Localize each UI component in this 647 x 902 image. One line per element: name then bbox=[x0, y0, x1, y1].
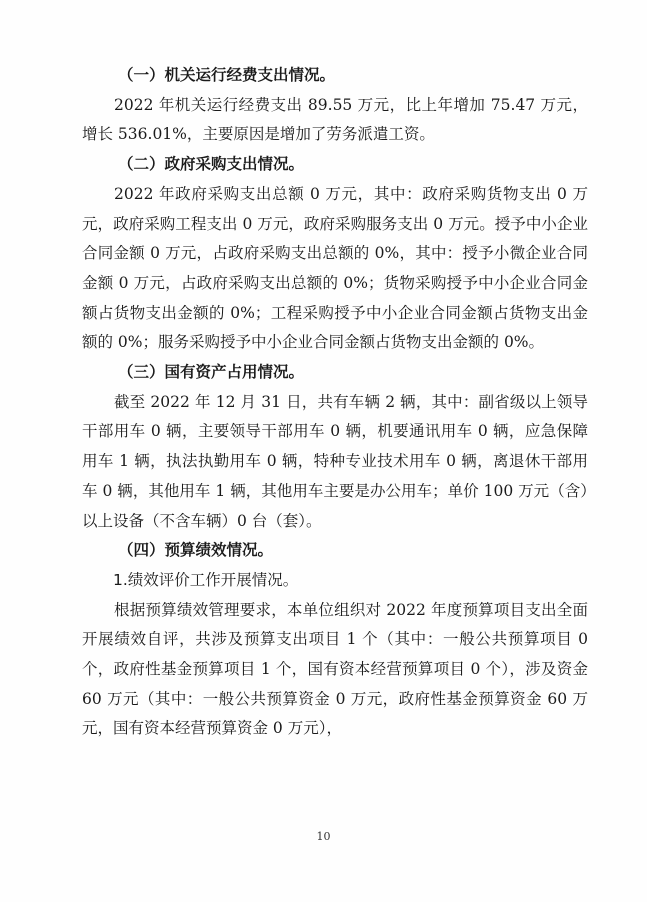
subsection-heading-1: 1.绩效评价工作开展情况。 bbox=[113, 570, 299, 589]
section-heading-1: （一）机关运行经费支出情况。 bbox=[118, 66, 336, 84]
paragraph-2: 2022 年政府采购支出总额 0 万元，其中：政府采购货物支出 0 万元，政府采购工程支出 0 万元，政府采购服务支出 0 万元。授予中小企业合同金额 0 万元，占政府采购支出总额的 0%，其中：授予小微企业合同金额 0 万元，占政府采购支出总额的 0%；货物采购授予中小企业合同金额占货物支出金额的 0%；工程采购授予中小企业合同金额占货物支出金额的 0%；服务采购授予中小企业合同金额占货物支出金额的 0%。 bbox=[82, 184, 588, 352]
section-heading-2: （二）政府采购支出情况。 bbox=[118, 155, 305, 174]
section-heading-4: （四）预算绩效情况。 bbox=[118, 541, 274, 560]
paragraph-1: 2022 年机关运行经费支出 89.55 万元，比上年增加 75.47 万元，增长 536.01%，主要原因是增加了劳务派遣工资。 bbox=[82, 95, 588, 144]
page-number: 10 bbox=[316, 830, 331, 843]
paragraph-3: 截至 2022 年 12 月 31 日，共有车辆 2 辆，其中：副省级以上领导干部用车 0 辆，主要领导干部用车 0 辆，机要通讯用车 0 辆，应急保障用车 1 辆，执法执勤用车 0 辆，特种专业技术用车 0 辆，离退休干部用车 0 辆，其他用车 1 辆，其他用车主要是办公用车；单价 100 万元（含）以上设备（不含车辆）0 台（套）。 bbox=[82, 392, 588, 530]
paragraph-4: 根据预算绩效管理要求，本单位组织对 2022 年度预算项目支出全面开展绩效自评，共涉及预算支出项目 1 个（其中：一般公共预算项目 0 个，政府性基金预算项目 1 个，国有资本经营预算项目 0 个），涉及资金 60 万元（其中：一般公共预算资金 0 万元，政府性基金预算资金 60 万元，国有资本经营预算资金 0 万元）， bbox=[82, 600, 588, 738]
section-heading-3: （三）国有资产占用情况。 bbox=[118, 363, 305, 382]
document-body bbox=[82, 61, 588, 744]
